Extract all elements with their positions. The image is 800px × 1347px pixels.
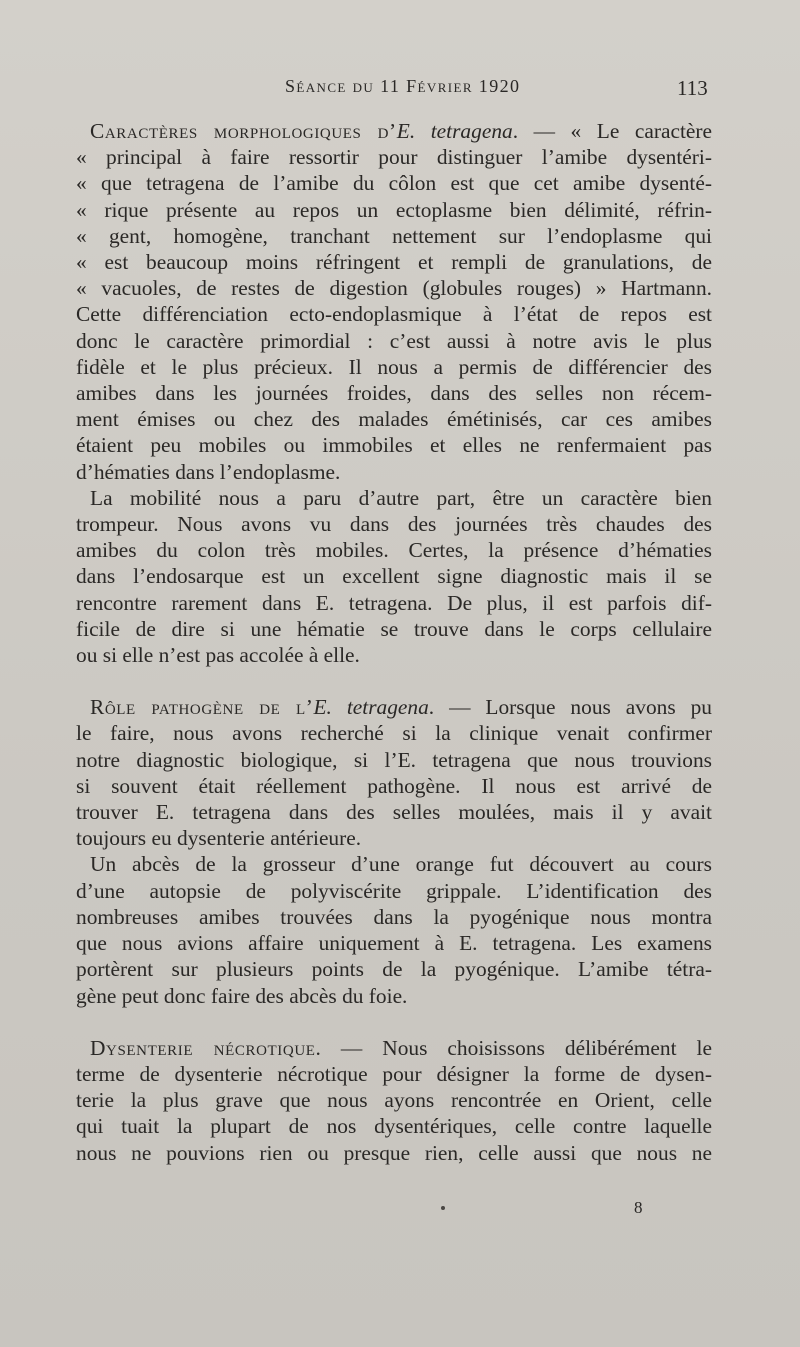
section-heading-line	[76, 694, 712, 720]
text-line: rencontre rarement dans E. tetragena. De plus, il est parfois dif-	[76, 590, 712, 615]
text-line: ou si elle n’est pas accolée à elle.	[76, 643, 360, 668]
text-line: dans l’endosarque est un excellent signe diagnostic mais il se	[76, 564, 712, 589]
heading-continuation: . — Nous choisissons délibérément le	[315, 1035, 712, 1060]
text-line: portèrent sur plusieurs points de la pyogénique. L’amibe tétra-	[76, 957, 712, 982]
page-body	[76, 118, 712, 1166]
text-line: Cette différenciation ecto-endoplasmique à l’état de repos est	[76, 302, 712, 327]
text-line: toujours eu dysenterie antérieure.	[76, 826, 362, 851]
text-line: La mobilité nous a paru d’autre part, être un caractère bien	[90, 485, 712, 510]
text-line: nombreuses amibes trouvées dans la pyogénique nous montra	[76, 904, 712, 929]
section-heading-line	[76, 1035, 712, 1061]
species-name: E. tetragena	[396, 119, 513, 143]
text-line: Un abcès de la grosseur d’une orange fut découvert au cours	[90, 852, 712, 877]
text-line: si souvent était réellement pathogène. Il nous est arrivé de	[76, 773, 712, 798]
text-line: amibes dans les journées froides, dans des selles non récem-	[76, 381, 712, 406]
text-line: « rique présente au repos un ectoplasme bien délimité, réfrin-	[76, 197, 712, 222]
running-title: Séance du 11 Février 1920	[285, 76, 521, 96]
text-line: « vacuoles, de restes de digestion (globules rouges) » Hartmann.	[76, 276, 712, 301]
section-gap	[76, 1009, 712, 1035]
text-line: fidèle et le plus précieux. Il nous a permis de différencier des	[76, 354, 712, 379]
text-line: nous ne pouvions rien ou presque rien, celle aussi que nous ne	[76, 1140, 712, 1165]
text-line: ment émises ou chez des malades émétinisés, car ces amibes	[76, 407, 712, 432]
text-line: gène peut donc faire des abcès du foie.	[76, 983, 408, 1008]
species-name: E. tetragena	[313, 695, 429, 720]
text-line: trompeur. Nous avons vu dans des journées très chaudes des	[76, 512, 712, 537]
section-heading-line	[76, 118, 712, 144]
heading-continuation: . — Lorsque nous avons pu	[428, 695, 712, 720]
text-line: ficile de dire si une hématie se trouve dans le corps cellulaire	[76, 616, 712, 641]
section-heading: Caractères morphologiques d’	[90, 119, 397, 143]
section-heading: Rôle pathogène de l’	[90, 695, 314, 720]
text-line: trouver E. tetragena dans des selles moulées, mais il y avait	[76, 800, 712, 825]
text-line: étaient peu mobiles ou immobiles et elles ne renfermaient pas	[76, 433, 712, 458]
text-line: « est beaucoup moins réfringent et rempli de granulations, de	[76, 250, 712, 275]
page-header	[0, 76, 800, 106]
printer-mark-dot	[441, 1206, 445, 1210]
text-line: d’une autopsie de polyviscérite grippale. L’identification des	[76, 878, 712, 903]
text-line: terme de dysenterie nécrotique pour désigner la forme de dysen-	[76, 1061, 712, 1086]
text-line: amibes du colon très mobiles. Certes, la présence d’hématies	[76, 538, 712, 563]
text-line: le faire, nous avons recherché si la clinique venait confirmer	[76, 721, 712, 746]
text-line: « gent, homogène, tranchant nettement sur l’endoplasme qui	[76, 223, 712, 248]
signature-mark: 8	[634, 1198, 643, 1217]
heading-continuation: . — « Le caractère	[512, 119, 712, 143]
section-gap	[76, 668, 712, 694]
text-line: « que tetragena de l’amibe du côlon est que cet amibe dysenté-	[76, 171, 712, 196]
text-line: qui tuait la plupart de nos dysentériques, celle contre laquelle	[76, 1114, 712, 1139]
text-line: d’hématies dans l’endoplasme.	[76, 459, 341, 484]
text-line: donc le caractère primordial : c’est aussi à notre avis le plus	[76, 328, 712, 353]
section-heading: Dysenterie nécrotique	[90, 1035, 316, 1060]
text-line: « principal à faire ressortir pour distinguer l’amibe dysentéri-	[76, 145, 712, 170]
text-line: notre diagnostic biologique, si l’E. tetragena que nous trouvions	[76, 747, 712, 772]
page-number: 113	[677, 76, 708, 100]
text-line: terie la plus grave que nous ayons rencontrée en Orient, celle	[76, 1088, 712, 1113]
text-line: que nous avions affaire uniquement à E. tetragena. Les examens	[76, 931, 712, 956]
